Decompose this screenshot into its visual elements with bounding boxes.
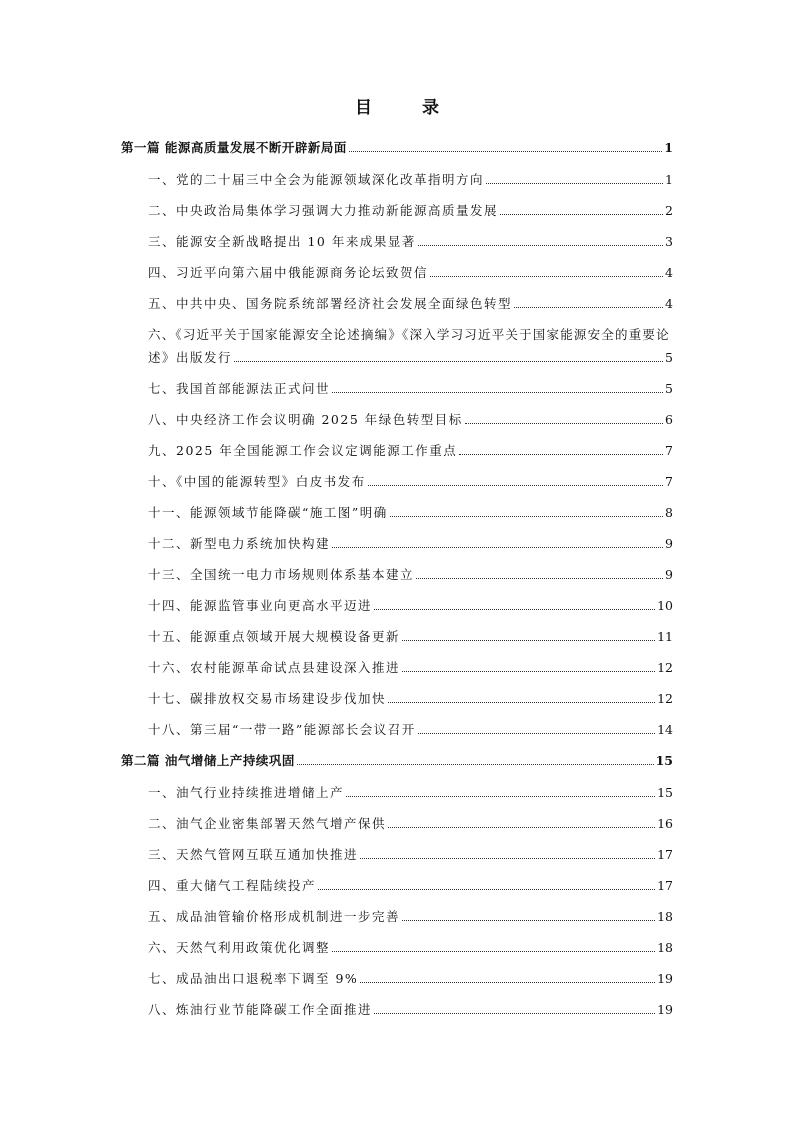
toc-dot-leader [418,733,655,734]
toc-dot-leader [388,702,655,703]
toc-entry-text: 八、中央经济工作会议明确 2025 年绿色转型目标 [148,412,463,427]
toc-page-number: 10 [657,598,673,613]
toc-page-number: 11 [657,629,673,644]
toc-page-number: 14 [657,722,673,737]
toc-section-entry[interactable] [148,781,673,804]
toc-page-number: 1 [664,140,673,155]
toc-dot-leader [349,151,662,152]
toc-section-entry[interactable] [148,532,673,555]
toc-entry-text: 二、油气企业密集部署天然气增产保供 [148,816,387,831]
toc-entry-text: 七、成品油出口退税率下调至 9% [148,971,359,986]
toc-page-number: 5 [665,381,673,396]
page-title: 目 录 [355,98,461,118]
toc-dot-leader [402,671,655,672]
toc-part-entry[interactable] [121,136,673,160]
toc-section-entry[interactable] [148,261,673,284]
toc-entry-text: 十五、能源重点领域开展大规模设备更新 [148,629,401,644]
toc-entry-text: 十七、碳排放权交易市场建设步伐加快 [148,691,387,706]
toc-entry-text: 第一篇 能源高质量发展不断开辟新局面 [121,140,347,155]
toc-dot-leader [465,423,663,424]
toc-page-number: 7 [665,443,673,458]
toc-section-entry[interactable] [148,998,673,1021]
toc-dot-leader [402,640,655,641]
toc-dot-leader [374,1013,655,1014]
toc-section-entry[interactable] [148,377,673,400]
toc-page-number: 12 [657,660,673,675]
toc-entry-text: 四、重大储气工程陆续投产 [148,878,317,893]
toc-dot-leader [297,764,654,765]
toc-entry-text: 三、能源安全新战略提出 10 年来成果显著 [148,234,416,249]
toc-section-entry[interactable] [148,967,673,990]
toc-dot-leader [332,547,663,548]
toc-dot-leader [374,609,655,610]
toc-dot-leader [332,951,655,952]
toc-entry-text: 九、2025 年全国能源工作会议定调能源工作重点 [148,443,458,458]
toc-section-entry[interactable] [148,563,673,586]
toc-dot-leader [388,827,655,828]
toc-entry-text: 一、油气行业持续推进增储上产 [148,785,345,800]
toc-page-number: 12 [657,691,673,706]
toc-entry-text: 述》出版发行 [148,350,233,365]
toc-dot-leader [360,982,655,983]
toc-entry-text: 七、我国首部能源法正式问世 [148,381,331,396]
toc-entry-text: 十二、新型电力系统加快构建 [148,536,331,551]
toc-entry-text: 十三、全国统一电力市场规则体系基本建立 [148,567,415,582]
toc-dot-leader [346,796,655,797]
toc-section-entry[interactable] [148,199,673,222]
toc-entry-text: 十六、农村能源革命试点县建设深入推进 [148,660,401,675]
toc-section-entry[interactable] [148,656,673,679]
toc-entry-text: 四、习近平向第六届中俄能源商务论坛致贺信 [148,265,429,280]
toc-dot-leader [418,245,663,246]
toc-entry-text: 八、炼油行业节能降碳工作全面推进 [148,1002,373,1017]
toc-page-number: 19 [657,1002,673,1017]
toc-entry-text: 三、天然气管网互联互通加快推进 [148,847,359,862]
toc-section-entry[interactable] [148,230,673,253]
toc-page-number: 6 [665,412,673,427]
toc-page-number: 2 [665,203,673,218]
toc-section-entry[interactable] [148,323,673,369]
toc-dot-leader [368,485,663,486]
toc-dot-leader [514,307,663,308]
toc-entry-text: 一、党的二十届三中全会为能源领域深化改革指明方向 [148,172,485,187]
toc-entry-text: 第二篇 油气增储上产持续巩固 [121,753,295,768]
toc-section-entry[interactable] [148,470,673,493]
toc-section-entry[interactable] [148,439,673,462]
toc-entry-text: 二、中央政治局集体学习强调大力推动新能源高质量发展 [148,203,499,218]
toc-section-entry[interactable] [148,292,673,315]
toc-page-number: 8 [665,505,673,520]
toc-dot-leader [486,183,663,184]
toc-section-entry[interactable] [148,718,673,741]
toc-dot-leader [332,392,663,393]
toc-entry-text: 五、成品油管输价格形成机制进一步完善 [148,909,401,924]
toc-dot-leader [390,516,663,517]
toc-section-entry[interactable] [148,687,673,710]
toc-page-number: 18 [657,909,673,924]
toc-page-number: 4 [665,296,673,311]
toc-entry-text: 十四、能源监管事业向更高水平迈进 [148,598,373,613]
toc-part-entry[interactable] [121,749,673,773]
toc-page-number: 3 [665,234,673,249]
toc-dot-leader [500,214,663,215]
toc-dot-leader [416,578,663,579]
table-of-contents [121,136,673,1029]
toc-page-number: 17 [657,847,673,862]
toc-page-number: 1 [665,172,673,187]
toc-page-number: 5 [665,350,673,365]
toc-dot-leader [430,276,663,277]
toc-section-entry[interactable] [148,408,673,431]
toc-entry-text-line1: 六、《习近平关于国家能源安全论述摘编》《深入学习习近平关于国家能源安全的重要论 [148,327,670,342]
toc-page-number: 4 [665,265,673,280]
toc-dot-leader [360,858,655,859]
toc-page-number: 17 [657,878,673,893]
toc-page-number: 15 [655,753,673,768]
toc-dot-leader [318,889,655,890]
toc-entry-text: 六、天然气利用政策优化调整 [148,940,331,955]
toc-section-entry[interactable] [148,936,673,959]
toc-dot-leader [402,920,655,921]
toc-entry-text: 十、《中国的能源转型》白皮书发布 [148,474,366,489]
toc-dot-leader [459,454,663,455]
toc-section-entry[interactable] [148,594,673,617]
toc-page-number: 15 [657,785,673,800]
toc-section-entry[interactable] [148,501,673,524]
toc-section-entry[interactable] [148,874,673,897]
toc-section-entry[interactable] [148,843,673,866]
toc-page-number: 9 [665,567,673,582]
toc-page-number: 19 [657,971,673,986]
toc-section-entry[interactable] [148,812,673,835]
toc-section-entry[interactable] [148,905,673,928]
toc-page-number: 18 [657,940,673,955]
toc-entry-text: 十一、能源领域节能降碳“施工图”明确 [148,505,388,520]
toc-section-entry[interactable] [148,168,673,191]
toc-page-number: 9 [665,536,673,551]
toc-entry-text: 十八、第三届“一带一路”能源部长会议召开 [148,722,416,737]
toc-page-number: 16 [657,816,673,831]
toc-section-entry[interactable] [148,625,673,648]
toc-dot-leader [234,361,663,362]
toc-page-number: 7 [665,474,673,489]
toc-entry-text: 五、中共中央、国务院系统部署经济社会发展全面绿色转型 [148,296,513,311]
